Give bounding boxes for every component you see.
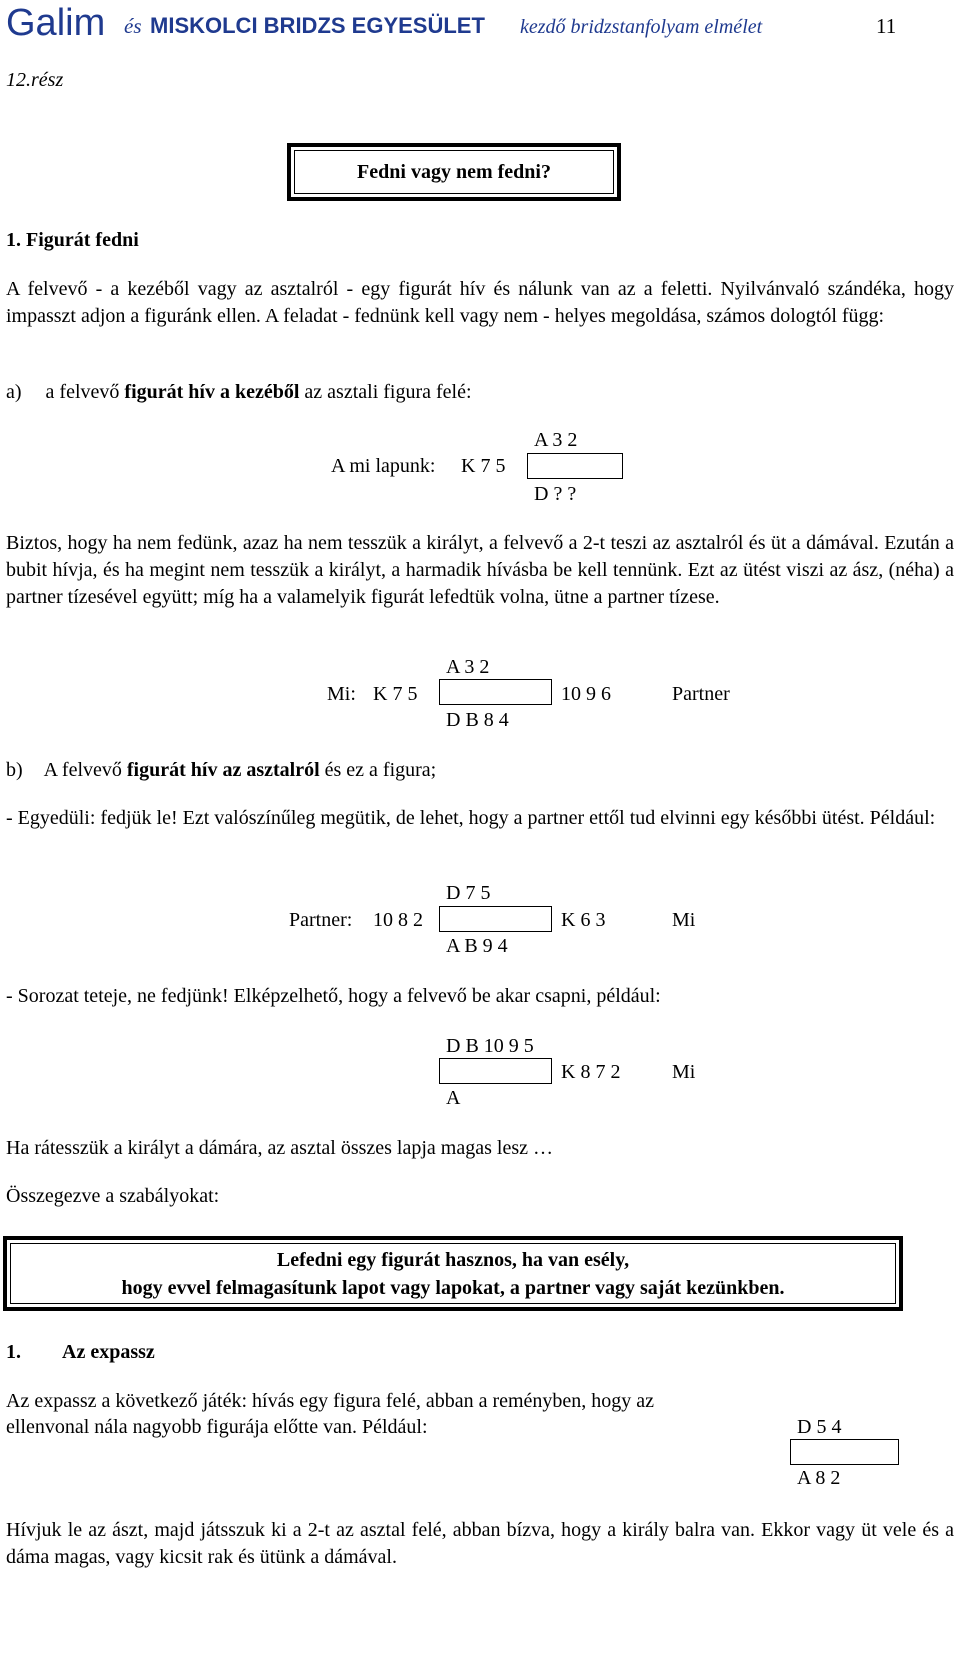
case-b	[6, 760, 436, 780]
diagram2-table-box	[439, 679, 552, 705]
diagram2-right: 10 9 6	[561, 683, 611, 705]
single-rule: - Egyedüli: fedjük le! Ezt valószínűleg megütik, de lehet, hogy a partner ettől tud elvinni egy későbbi ütést. Például:	[6, 807, 936, 829]
diagram5-bottom: A 8 2	[797, 1467, 841, 1489]
diagram2-bottom: D B 8 4	[446, 709, 509, 731]
case-a-bold: figurát hív a kezéből	[124, 381, 300, 403]
summary-label: Összegezve a szabályokat:	[6, 1185, 220, 1207]
diagram4-table-box	[439, 1058, 552, 1084]
header-club: MISKOLCI BRIDZS EGYESÜLET	[150, 13, 485, 38]
case-a-pre: a felvevő	[45, 381, 120, 403]
case-b-post: és ez a figura;	[324, 759, 437, 781]
part-label: 12.rész	[6, 69, 64, 91]
title-box	[287, 143, 621, 201]
diagram1-table-box	[527, 453, 623, 479]
paragraph-a: Biztos, hogy ha nem fedünk, azaz ha nem tesszük a királyt, a felvevő a 2-t teszi az asztalról és üt a dámával. Ezután a bubit hívja, és ha megint nem tesszük a királyt, a harmadik hívásba be kell tennünk. Ezt az ütést viszi az ász, (néha) a partner tízesével együtt; míg ha a valamelyik figurát lefedtük volna, ütne a partner tízese.	[6, 532, 954, 608]
section2-number: 1.	[6, 1341, 21, 1363]
diagram3-top: D 7 5	[446, 882, 491, 904]
sequence-rule: - Sorozat teteje, ne fedjünk! Elképzelhető, hogy a felvevő be akar csapni, például:	[6, 985, 661, 1007]
section2-para-line2: ellenvonal nála nagyobb figurája előtte van. Például:	[6, 1416, 428, 1438]
rule-line-1: Lefedni egy figurát hasznos, ha van esély,	[276, 1248, 630, 1271]
rule-box-inner	[10, 1243, 896, 1304]
diagram2-left: K 7 5	[373, 683, 418, 705]
diagram1-bottom: D ? ?	[534, 483, 577, 505]
diagram3-right: K 6 3	[561, 909, 606, 931]
diagram2-left-label: Mi:	[327, 683, 356, 705]
diagram3-right-label: Mi	[672, 909, 696, 931]
section2-para-line1: Az expassz a következő játék: hívás egy figura felé, abban a reményben, hogy az	[6, 1390, 655, 1412]
diagram1-left-label: A mi lapunk:	[331, 455, 436, 477]
section2-heading: Az expassz	[62, 1341, 155, 1363]
diagram4-top: D B 10 9 5	[446, 1035, 534, 1057]
section2-final: Hívjuk le az ászt, majd játsszuk ki a 2-t az asztal felé, abban bízva, hogy a király balra van. Ekkor vagy üt vele és a dáma magas, vagy kicsit rak és ütünk a dámával.	[6, 1519, 954, 1568]
header-brand: Galim	[6, 2, 106, 44]
rule-line-2: hogy evvel felmagasítunk lapot vagy lapokat, a partner vagy saját kezünkben.	[121, 1276, 785, 1299]
diagram5-top: D 5 4	[797, 1416, 842, 1438]
diagram4-right-label: Mi	[672, 1061, 696, 1083]
king-note: Ha rátesszük a királyt a dámára, az asztal összes lapja magas lesz …	[6, 1137, 553, 1159]
section1-heading: 1. Figurát fedni	[6, 229, 139, 251]
diagram3-left-label: Partner:	[289, 909, 353, 931]
case-b-pre: A felvevő	[43, 759, 122, 781]
diagram1-top: A 3 2	[534, 429, 578, 451]
case-b-bold: figurát hív az asztalról	[126, 759, 320, 781]
header-es: és	[124, 14, 142, 38]
diagram4-bottom: A	[446, 1087, 461, 1109]
case-b-label: b)	[6, 759, 23, 781]
diagram3-bottom: A B 9 4	[446, 935, 508, 957]
case-a-post: az asztali figura felé:	[304, 381, 472, 403]
title-text: Fedni vagy nem fedni?	[294, 150, 614, 194]
diagram1-left: K 7 5	[461, 455, 506, 477]
diagram5-table-box	[790, 1439, 899, 1465]
diagram2-right-label: Partner	[672, 683, 730, 705]
diagram2-top: A 3 2	[446, 656, 490, 678]
page-number: 11	[876, 14, 897, 38]
case-a	[6, 382, 472, 402]
header-subtitle: kezdő bridzstanfolyam elmélet	[520, 16, 763, 38]
rule-box	[3, 1236, 903, 1311]
diagram3-left: 10 8 2	[373, 909, 423, 931]
diagram4-right: K 8 7 2	[561, 1061, 621, 1083]
case-a-label: a)	[6, 381, 22, 403]
diagram3-table-box	[439, 906, 552, 932]
section1-intro: A felvevő - a kezéből vagy az asztalról - egy figurát hív és nálunk van az a feletti. Nyilvánvaló szándéka, hogy impasszt adjon a figuránk ellen. A feladat - fednünk kell vagy nem - helyes megoldása, számos dologtól függ:	[6, 278, 954, 327]
